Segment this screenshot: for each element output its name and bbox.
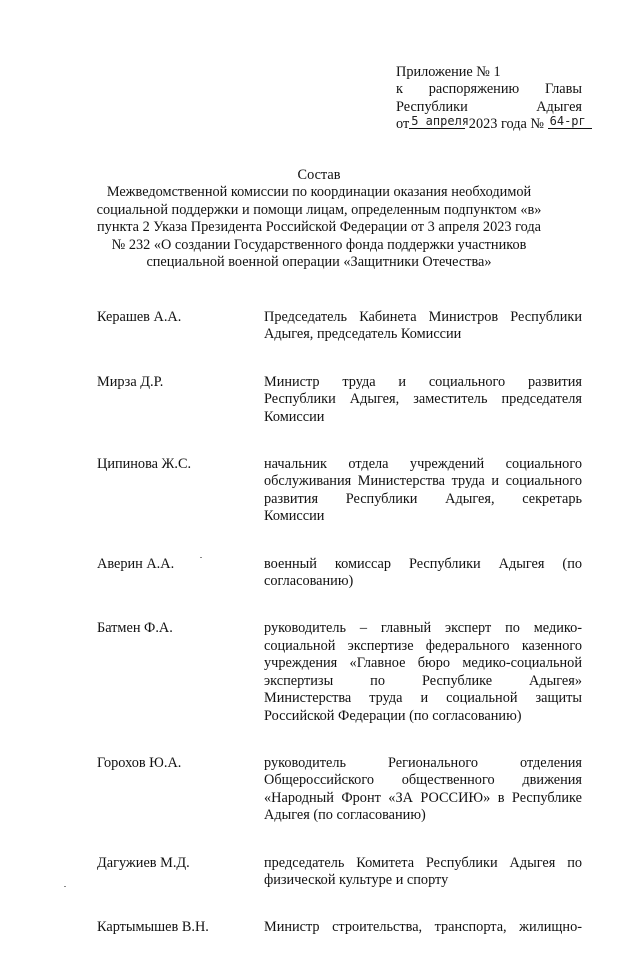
role-line: Адыгея (по согласованию) (264, 807, 426, 824)
scan-speck (200, 557, 202, 558)
role-line: социальной экспертизе федерального казенного (264, 637, 582, 654)
title-line: Межведомственной комиссии по координации оказания необходимой (106, 184, 532, 201)
appendix-head: Главы (544, 81, 582, 98)
member-name: Аверин А.А. (97, 555, 175, 572)
member-role (264, 620, 582, 724)
member-row (97, 755, 582, 825)
role-line: развития Республики Адыгея, секретарь (264, 490, 582, 507)
member-row (97, 309, 582, 344)
member-name: Картымышев В.Н. (97, 919, 209, 936)
member-name: Батмен Ф.А. (97, 620, 173, 637)
member-role (264, 456, 582, 526)
role-line: «Народный Фронт «ЗА РОССИЮ» в Республике (264, 789, 582, 806)
member-row (97, 855, 582, 890)
appendix-order: распоряжению (428, 81, 520, 98)
member-role (264, 556, 582, 591)
title-line: социальной поддержки и помощи лицам, определенным подпунктом «в» (96, 201, 542, 218)
member-row (97, 919, 582, 936)
member-role (264, 309, 582, 344)
role-line: Комиссии (264, 508, 325, 525)
member-row (97, 374, 582, 426)
appendix-k: к (396, 81, 403, 98)
role-line: Общероссийского общественного движения (264, 772, 582, 789)
role-line: руководитель – главный эксперт по медико- (264, 620, 582, 637)
member-name: Керашев А.А. (97, 309, 182, 325)
title-line: пункта 2 Указа Президента Российской Федерации от 3 апреля 2023 года (97, 219, 541, 236)
role-line: Министр труда и социального развития (264, 373, 582, 390)
document-title (96, 167, 542, 271)
handwritten-date: 5 апреля (411, 114, 470, 129)
appendix-title: Приложение № 1 (396, 64, 501, 80)
role-line: учреждения «Главное бюро медико-социальной (264, 655, 582, 672)
role-line: Министр строительства, транспорта, жилищно- (264, 919, 582, 936)
role-line: Адыгея, председатель Комиссии (264, 326, 462, 343)
title-line: специальной военной операции «Защитники Отечества» (146, 254, 492, 271)
role-line: начальник отдела учреждений социального (264, 456, 582, 473)
member-row (97, 620, 582, 724)
member-name: Горохов Ю.А. (97, 754, 182, 771)
role-line: физической культуре и спорту (264, 871, 449, 888)
appendix-order-line (396, 81, 582, 98)
member-role (264, 919, 582, 936)
date-prefix: от (396, 116, 410, 133)
date-suffix: 2023 года № (468, 116, 545, 133)
role-line: Председатель Кабинета Министров Республики (264, 309, 582, 325)
role-line: руководитель Регионального отделения (264, 754, 582, 771)
role-line: военный комиссар Республики Адыгея (по (264, 555, 582, 572)
role-line: Российской Федерации (по согласованию) (264, 707, 522, 724)
member-name: Ципинова Ж.С. (97, 456, 192, 473)
member-name: Дагужиев М.Д. (97, 854, 190, 871)
scan-speck (64, 886, 66, 887)
role-line: Министерства труда и социальной защиты (264, 690, 582, 707)
role-line: согласованию) (264, 573, 354, 590)
title-heading: Состав (297, 167, 341, 183)
handwritten-number: 64-рг (548, 115, 592, 129)
member-role (264, 374, 582, 426)
member-row (97, 556, 582, 591)
role-line: Республики Адыгея, заместитель председателя (264, 391, 582, 408)
appendix-republic: Республики (396, 98, 468, 115)
title-line: № 232 «О создании Государственного фонда поддержки участников (111, 236, 527, 253)
member-role (264, 855, 582, 890)
role-line: обслуживания Министерства труда и социального (264, 473, 582, 490)
members-list (97, 309, 582, 967)
appendix-adygea: Адыгея (536, 98, 582, 115)
appendix-block (396, 64, 586, 134)
member-name: Мирза Д.Р. (97, 373, 164, 390)
member-role (264, 755, 582, 825)
role-line: председатель Комитета Республики Адыгея по (264, 854, 582, 871)
role-line: экспертизы по Республике Адыгея» (264, 672, 582, 689)
appendix-date-line (396, 114, 586, 133)
member-row (97, 456, 582, 526)
role-line: Комиссии (264, 408, 325, 425)
